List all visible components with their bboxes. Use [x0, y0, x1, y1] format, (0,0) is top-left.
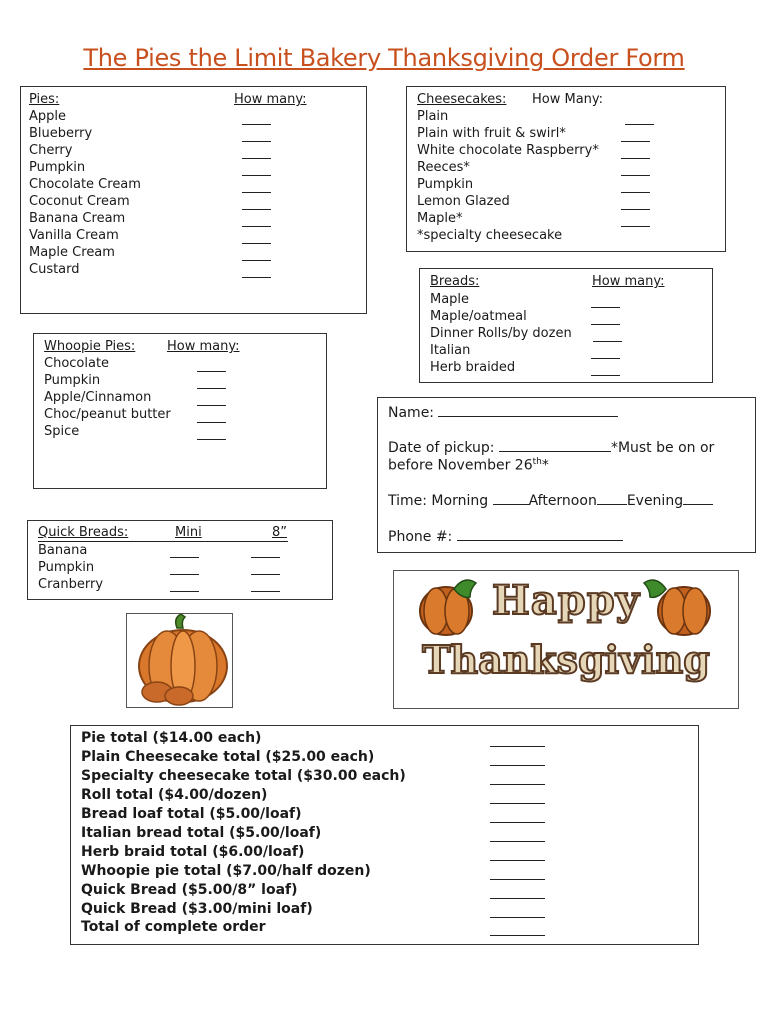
afternoon-field[interactable] — [597, 492, 627, 505]
afternoon-label: Afternoon — [528, 493, 597, 509]
phone-line — [388, 528, 623, 545]
quick-bread-mini-blank[interactable] — [170, 557, 199, 558]
pie-item: Maple Cream — [29, 245, 115, 260]
whoopie-pies-section — [33, 333, 327, 489]
breads-header-label: Breads: — [430, 274, 480, 289]
cheesecake-item: Maple* — [417, 211, 463, 226]
pie-count-blank[interactable] — [242, 175, 271, 176]
pie-item: Chocolate Cream — [29, 177, 141, 192]
name-label: Name: — [388, 405, 435, 421]
time-line — [388, 492, 713, 509]
name-line — [388, 404, 618, 421]
quick-bread-item: Banana — [38, 543, 88, 558]
total-line: Quick Bread ($5.00/8” loaf) — [81, 882, 298, 898]
quick-bread-large-blank[interactable] — [251, 591, 280, 592]
total-blank[interactable] — [490, 784, 545, 785]
pie-item: Cherry — [29, 143, 73, 158]
whoopie-count-blank[interactable] — [197, 422, 226, 423]
pumpkin-icon — [127, 614, 232, 707]
whoopie-count-blank[interactable] — [197, 405, 226, 406]
whoopie-header-label: Whoopie Pies: — [44, 339, 136, 354]
bread-count-blank[interactable] — [591, 375, 620, 376]
total-blank[interactable] — [490, 917, 545, 918]
whoopie-count-blank[interactable] — [197, 371, 226, 372]
pie-count-blank[interactable] — [242, 260, 271, 261]
pie-count-blank[interactable] — [242, 192, 271, 193]
total-blank[interactable] — [490, 746, 545, 747]
total-line: Italian bread total ($5.00/loaf) — [81, 825, 322, 841]
whoopie-count-blank[interactable] — [197, 388, 226, 389]
pie-count-blank[interactable] — [242, 277, 271, 278]
pie-count-blank[interactable] — [242, 226, 271, 227]
quick-breads-header-label: Quick Breads: — [38, 525, 129, 540]
evening-label: Evening — [626, 493, 684, 509]
total-line: Plain Cheesecake total ($25.00 each) — [81, 749, 375, 765]
bread-item: Italian — [430, 343, 471, 358]
cheesecake-count-blank[interactable] — [621, 192, 650, 193]
bread-count-blank[interactable] — [591, 358, 620, 359]
total-blank[interactable] — [490, 935, 545, 936]
cheesecake-item: Plain with fruit & swirl* — [417, 126, 566, 141]
total-blank[interactable] — [490, 765, 545, 766]
cheesecake-count-blank[interactable] — [621, 226, 650, 227]
happy-thanksgiving-banner — [393, 570, 739, 709]
date-note-sup: th — [532, 457, 542, 467]
total-line: Herb braid total ($6.00/loaf) — [81, 844, 305, 860]
whoopie-item: Choc/peanut butter — [44, 407, 171, 422]
pie-count-blank[interactable] — [242, 124, 271, 125]
quick-bread-mini-blank[interactable] — [170, 574, 199, 575]
contact-section — [377, 397, 756, 553]
whoopie-item: Pumpkin — [44, 373, 101, 388]
bread-item: Maple/oatmeal — [430, 309, 527, 324]
cheesecake-count-blank[interactable] — [621, 175, 650, 176]
cheesecake-item: Reeces* — [417, 160, 470, 175]
quick-bread-mini-blank[interactable] — [170, 591, 199, 592]
pies-header-label: Pies: — [29, 92, 60, 107]
total-blank[interactable] — [490, 822, 545, 823]
bread-count-blank[interactable] — [591, 307, 620, 308]
cheesecakes-section — [406, 86, 726, 252]
quick-breads-header-mini: Mini — [175, 525, 202, 540]
morning-field[interactable] — [493, 492, 529, 505]
date-note: *Must be on or — [610, 440, 715, 456]
cheesecake-item: Pumpkin — [417, 177, 474, 192]
cheesecake-item: White chocolate Raspberry* — [417, 143, 599, 158]
pie-count-blank[interactable] — [242, 209, 271, 210]
total-blank[interactable] — [490, 860, 545, 861]
evening-field[interactable] — [683, 492, 713, 505]
date-note-line — [388, 457, 549, 474]
cheesecake-count-blank[interactable] — [621, 158, 650, 159]
cheesecake-count-blank[interactable] — [625, 124, 654, 125]
pumpkin-image — [126, 613, 233, 708]
cheesecake-item: Lemon Glazed — [417, 194, 510, 209]
quick-bread-large-blank[interactable] — [251, 574, 280, 575]
cheesecake-count-blank[interactable] — [621, 209, 650, 210]
pie-item: Blueberry — [29, 126, 93, 141]
pies-section — [20, 86, 367, 314]
bread-count-blank[interactable] — [591, 324, 620, 325]
date-label: Date of pickup: — [388, 440, 495, 456]
breads-header-count: How many: — [592, 274, 665, 289]
whoopie-header-count: How many: — [167, 339, 240, 354]
quick-bread-large-blank[interactable] — [251, 557, 280, 558]
total-blank[interactable] — [490, 803, 545, 804]
whoopie-count-blank[interactable] — [197, 439, 226, 440]
specialty-cheesecake-note: *specialty cheesecake — [417, 228, 563, 243]
total-line: Whoopie pie total ($7.00/half dozen) — [81, 863, 371, 879]
banner-happy-text: Happy — [492, 577, 640, 624]
quick-breads-section — [27, 520, 333, 600]
cheesecake-item: Plain — [417, 109, 449, 124]
banner-thanksgiving-text: Thanksgiving — [422, 637, 710, 682]
total-line: Roll total ($4.00/dozen) — [81, 787, 268, 803]
phone-label: Phone #: — [388, 529, 453, 545]
bread-count-blank[interactable] — [593, 341, 622, 342]
page-title: The Pies the Limit Bakery Thanksgiving Order Form — [83, 44, 685, 72]
total-blank[interactable] — [490, 898, 545, 899]
bread-item: Dinner Rolls/by dozen — [430, 326, 572, 341]
time-label: Time: Morning — [388, 493, 489, 509]
date-note-line2: before November 26 — [388, 457, 533, 474]
pie-item: Coconut Cream — [29, 194, 130, 209]
total-line: Pie total ($14.00 each) — [81, 730, 262, 746]
pie-item: Apple — [29, 109, 67, 124]
pie-item: Vanilla Cream — [29, 228, 119, 243]
total-blank[interactable] — [490, 879, 545, 880]
pies-header-count: How many: — [234, 92, 307, 107]
quick-breads-header-large: 8” — [272, 525, 288, 540]
pie-item: Pumpkin — [29, 160, 86, 175]
total-line: Specialty cheesecake total ($30.00 each) — [81, 768, 406, 784]
whoopie-item: Apple/Cinnamon — [44, 390, 152, 405]
quick-bread-item: Pumpkin — [38, 560, 95, 575]
whoopie-item: Spice — [44, 424, 80, 439]
cheesecake-count-blank[interactable] — [621, 141, 650, 142]
phone-field[interactable] — [457, 528, 623, 541]
whoopie-item: Chocolate — [44, 356, 110, 371]
total-line: Quick Bread ($3.00/mini loaf) — [81, 901, 313, 917]
date-note-line2-end: * — [541, 457, 549, 474]
bread-item: Herb braided — [430, 360, 516, 375]
pie-count-blank[interactable] — [242, 141, 271, 142]
name-field[interactable] — [438, 404, 618, 417]
cheesecakes-header-count: How Many: — [532, 92, 604, 107]
pie-count-blank[interactable] — [242, 158, 271, 159]
quick-bread-item: Cranberry — [38, 577, 104, 592]
pie-item: Banana Cream — [29, 211, 126, 226]
cheesecakes-header-label: Cheesecakes: — [417, 92, 507, 107]
pickup-date-field[interactable] — [499, 439, 611, 452]
breads-section — [419, 268, 713, 383]
date-line — [388, 439, 714, 456]
total-line: Total of complete order — [81, 919, 266, 935]
totals-section — [70, 725, 699, 945]
total-blank[interactable] — [490, 841, 545, 842]
pie-item: Custard — [29, 262, 80, 277]
total-line: Bread loaf total ($5.00/loaf) — [81, 806, 302, 822]
pie-count-blank[interactable] — [242, 243, 271, 244]
bread-item: Maple — [430, 292, 470, 307]
